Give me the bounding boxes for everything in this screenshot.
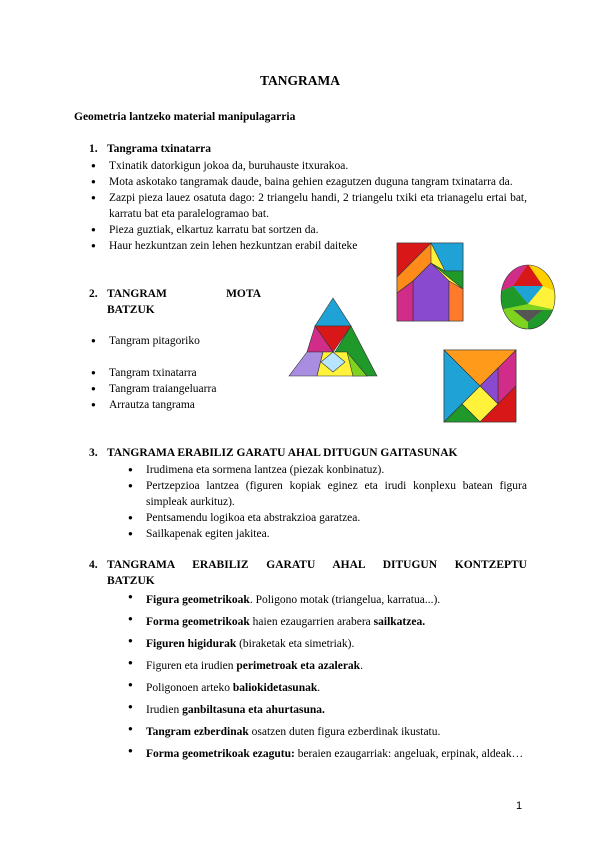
list-item: ● Haur hezkuntzan zein lehen hezkuntzan erabil daiteke (89, 238, 369, 254)
section-4-heading: 4. TANGRAMA ERABILIZ GARATU AHAL DITUGUN KONTZEPTU BATZUK (89, 559, 527, 587)
list-item: ● Txinatik datorkigun jokoa da, buruhauste itxurakoa. (89, 158, 527, 174)
page-subtitle: Geometria lantzeko material manipulagarria (74, 111, 296, 123)
chinese-house-tangram-image (395, 241, 465, 323)
list-item: ● Sailkapenak egiten jakitea. (126, 526, 527, 542)
list-item: ● Arrautza tangrama (89, 397, 269, 413)
list-item: ● Pentsamendu logikoa eta abstrakzioa garatzea. (126, 510, 527, 526)
page-title: TANGRAMA (260, 73, 340, 88)
list-item: ● Tangram traiangeluarra (89, 381, 269, 397)
section-1-list (89, 158, 527, 254)
list-item: ● Pertzepzioa lantzea (figuren kopiak eginez eta irudi konplexu batean figura simpleak aurkituz). (126, 478, 527, 510)
list-item: ● Figuren higidurak (biraketak eta simetriak). (126, 633, 527, 655)
spacer (89, 349, 269, 365)
list-item: ● Tangram txinatarra (89, 365, 269, 381)
list-item: ● Tangram pitagoriko (89, 333, 269, 349)
egg-tangram-image (499, 264, 557, 330)
list-item: ● Pieza guztiak, elkartuz karratu bat sortzen da. (89, 222, 339, 238)
section-1 (89, 141, 527, 254)
list-item: ● Tangram ezberdinak osatzen duten figura ezberdinak ikustatu. (126, 721, 527, 743)
list-item: ● Irudien ganbiltasuna eta ahurtasuna. (126, 699, 527, 721)
chinese-square-tangram-image (443, 349, 517, 423)
page-number: 1 (516, 800, 523, 812)
section-4-list (126, 589, 527, 765)
list-item: ● Forma geometrikoak haien ezaugarrien arabera sailkatzea. (126, 611, 527, 633)
section-2-heading: 2. TANGRAM MOTA BATZUK (89, 288, 261, 316)
section-3-heading: 3. TANGRAMA ERABILIZ GARATU AHAL DITUGUN GAITASUNAK (89, 447, 458, 459)
pythagorean-tangram-image (287, 296, 379, 378)
section-2-list (89, 333, 269, 413)
list-item: ● Zazpi pieza lauez osatuta dago: 2 triangelu handi, 2 triangelu txiki eta trianagelu ertai bat, karratu bat eta paralelogramao bat. (89, 190, 527, 222)
list-item: ● Figura geometrikoak. Poligono motak (triangelua, karratua...). (126, 589, 527, 611)
section-3-list (126, 462, 527, 542)
list-item: ● Figuren eta irudien perimetroak eta azalerak. (126, 655, 527, 677)
list-item: ● Poligonoen arteko baliokidetasunak. (126, 677, 527, 699)
list-item: ● Mota askotako tangramak daude, baina gehien ezagutzen duguna tangram txinatarra da. (89, 174, 527, 190)
list-item: ● Forma geometrikoak ezagutu: beraien ezaugarriak: angeluak, erpinak, aldeak… (126, 743, 527, 765)
section-1-heading: 1. Tangrama txinatarra (89, 143, 212, 155)
list-item: ● Irudimena eta sormena lantzea (piezak konbinatuz). (126, 462, 527, 478)
